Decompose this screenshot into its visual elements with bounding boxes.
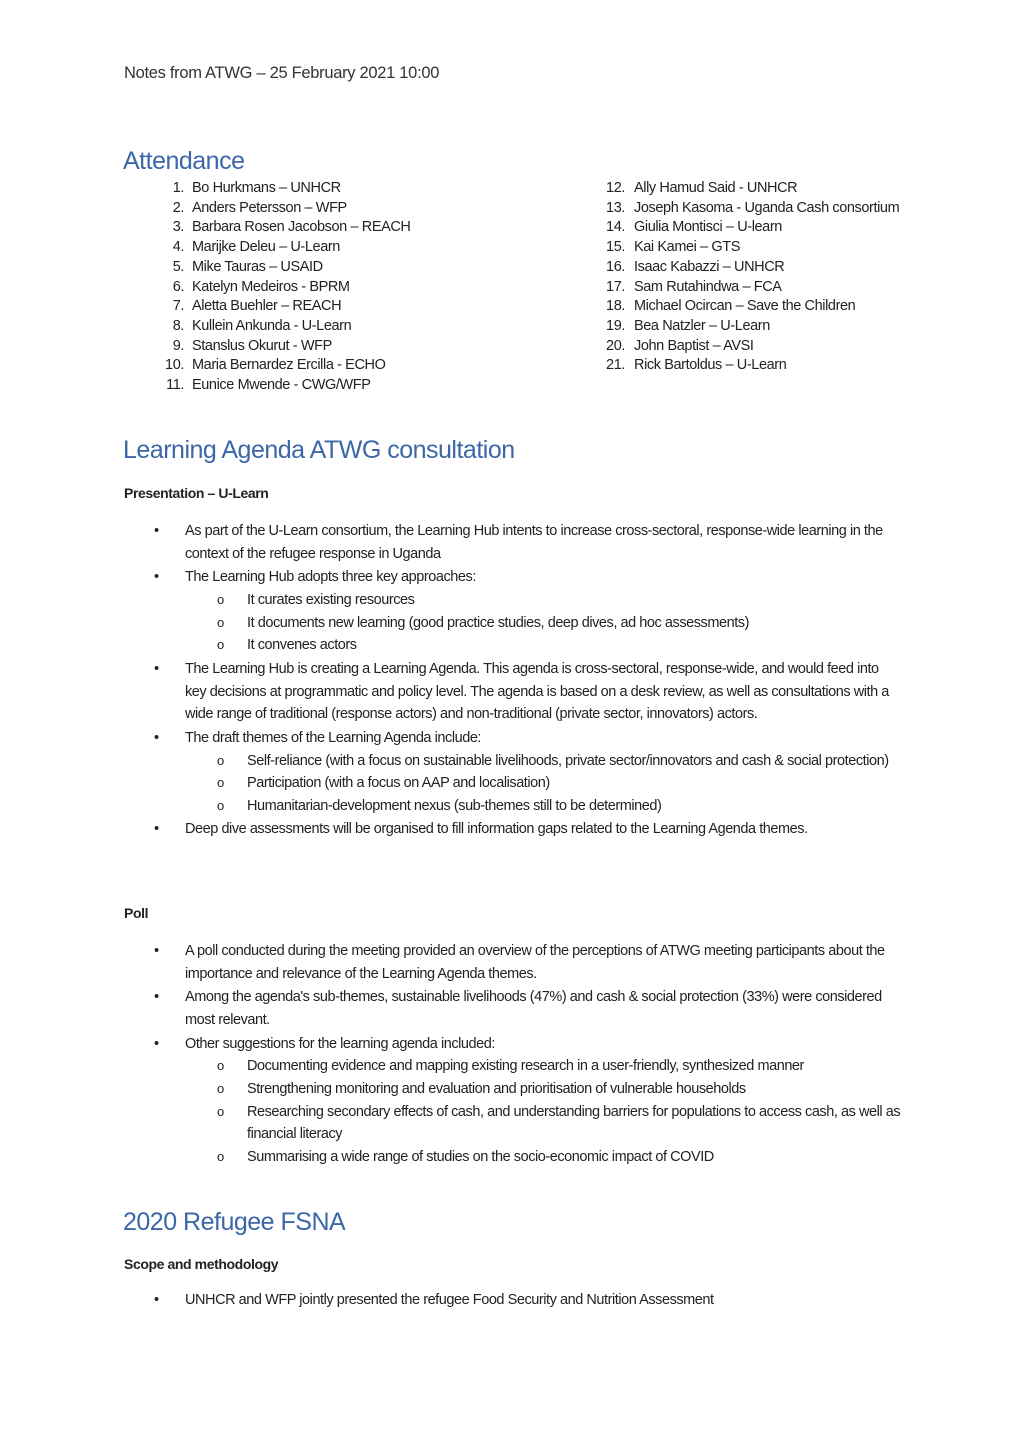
sub-bullet-list [185, 750, 902, 818]
attendee-number: 12. [606, 180, 625, 196]
bullet-text: UNHCR and WFP jointly presented the refugee Food Security and Nutrition Assessment [185, 1292, 714, 1308]
attendee-name: Bo Hurkmans – UNHCR [192, 180, 341, 196]
attendee-number: 16. [606, 258, 625, 275]
attendee-number: 1. [172, 180, 184, 196]
sub-bullet-circle-icon: o [217, 1058, 224, 1074]
attendee-number: 4. [172, 239, 184, 256]
attendee-item [160, 278, 490, 298]
bullet-text: As part of the U-Learn consortium, the Learning Hub intents to increase cross-sectoral, response-wide learning in the context of the refugee response in Uganda [185, 523, 883, 562]
attendee-number: 2. [172, 199, 184, 216]
presentation-bullet-list [150, 520, 902, 842]
attendee-name: Isaac Kabazzi – UNHCR [634, 258, 785, 275]
attendee-name: Kai Kamei – GTS [634, 239, 741, 256]
attendee-item [160, 337, 490, 357]
bullet-item [150, 818, 902, 841]
bullet-text: A poll conducted during the meeting provided an overview of the perceptions of ATWG meeting participants about the importance and relevance of the Learning Agenda themes. [185, 943, 885, 982]
attendance-list-right [579, 179, 909, 376]
sub-bullet-circle-icon: o [217, 1103, 224, 1119]
sub-bullet-list [185, 1055, 902, 1168]
attendee-number: 20. [606, 337, 625, 354]
scope-subheading: Scope and methodology [124, 1256, 279, 1272]
sub-bullet-item [185, 772, 902, 795]
bullet-text: The Learning Hub is creating a Learning Agenda. This agenda is cross-sectoral, response-wide, and would feed into key decisions at programmatic and policy level. The agenda is based on a desk review, as well as consultations with a wide range of traditional (response actors) and non-traditional (private sector, innovators) actors. [185, 660, 889, 723]
attendee-number: 15. [606, 239, 625, 256]
sub-bullet-item [185, 612, 902, 635]
sub-bullet-text: Summarising a wide range of studies on the socio-economic impact of COVID [247, 1148, 714, 1165]
sub-bullet-text: Humanitarian-development nexus (sub-themes still to be determined) [247, 797, 662, 814]
attendee-name: Bea Natzler – U-Learn [634, 317, 770, 334]
bullet-item [150, 940, 902, 985]
attendee-number: 5. [172, 258, 184, 275]
bullet-dot-icon: • [154, 523, 159, 539]
sub-bullet-item [185, 1146, 902, 1169]
attendee-name: Katelyn Medeiros - BPRM [192, 278, 350, 295]
poll-subheading: Poll [124, 905, 149, 921]
sub-bullet-item [185, 750, 902, 773]
bullet-item [150, 658, 902, 726]
bullet-dot-icon: • [154, 569, 159, 586]
header-note: Notes from ATWG – 25 February 2021 10:00 [124, 64, 440, 82]
attendee-number: 19. [606, 317, 625, 334]
attendee-number: 6. [172, 278, 184, 295]
attendee-number: 7. [172, 298, 184, 315]
sub-bullet-list [185, 589, 902, 657]
attendee-name: Anders Petersson – WFP [192, 199, 347, 216]
bullet-item [150, 986, 902, 1031]
attendee-number: 3. [172, 219, 184, 236]
attendee-item [160, 356, 490, 376]
sub-bullet-item [185, 1078, 902, 1101]
sub-bullet-circle-icon: o [217, 797, 224, 813]
sub-bullet-item [185, 1101, 902, 1146]
attendee-item [160, 218, 490, 238]
bullet-text: The Learning Hub adopts three key approaches: [185, 569, 476, 586]
attendee-item [579, 218, 909, 238]
sub-bullet-circle-icon: o [217, 775, 224, 791]
bullet-text: Among the agenda's sub-themes, sustainable livelihoods (47%) and cash & social protection (33%) were considered most relevant. [185, 989, 882, 1028]
sub-bullet-item [185, 795, 902, 818]
attendee-number: 14. [606, 219, 625, 236]
attendee-number: 9. [172, 337, 184, 354]
attendee-item [160, 238, 490, 258]
sub-bullet-text: Self-reliance (with a focus on sustainable livelihoods, private sector/innovators and cash & social protection) [247, 752, 889, 769]
attendee-item [160, 258, 490, 278]
sub-bullet-circle-icon: o [217, 637, 224, 653]
presentation-subheading: Presentation – U-Learn [124, 485, 269, 501]
attendee-name: Mike Tauras – USAID [192, 258, 323, 275]
attendee-number: 8. [172, 317, 184, 334]
attendee-item [579, 337, 909, 357]
attendee-item [160, 199, 490, 219]
attendee-name: Giulia Montisci – U-learn [634, 219, 782, 236]
attendee-item [579, 179, 909, 199]
attendee-name: Marijke Deleu – U-Learn [192, 239, 340, 256]
attendee-item [579, 238, 909, 258]
sub-bullet-item [185, 589, 902, 612]
attendee-item [579, 356, 909, 376]
attendee-item [579, 297, 909, 317]
attendee-name: Eunice Mwende - CWG/WFP [192, 377, 371, 394]
fsna-bullet-list [150, 1289, 902, 1313]
attendance-list-left [160, 179, 490, 396]
attendee-name: Ally Hamud Said - UNHCR [634, 180, 798, 196]
attendee-name: Joseph Kasoma - Uganda Cash consortium [634, 199, 900, 216]
attendee-item [160, 179, 490, 199]
bullet-text: The draft themes of the Learning Agenda include: [185, 729, 482, 746]
attendee-item [579, 199, 909, 219]
attendee-name: Michael Ocircan – Save the Children [634, 298, 856, 315]
attendee-item [160, 297, 490, 317]
bullet-item [150, 727, 902, 817]
bullet-dot-icon: • [154, 943, 159, 959]
bullet-text: Deep dive assessments will be organised to fill information gaps related to the Learning Agenda themes. [185, 821, 808, 838]
attendee-number: 21. [606, 357, 625, 374]
sub-bullet-item [185, 1055, 902, 1078]
sub-bullet-text: It documents new learning (good practice studies, deep dives, ad hoc assessments) [247, 614, 749, 631]
bullet-dot-icon: • [154, 1292, 159, 1308]
poll-bullet-list [150, 940, 902, 1170]
attendee-item [579, 258, 909, 278]
sub-bullet-circle-icon: o [217, 1080, 224, 1096]
attendee-name: Rick Bartoldus – U-Learn [634, 357, 787, 374]
bullet-item [150, 520, 902, 565]
attendee-number: 13. [606, 199, 625, 216]
attendee-number: 10. [165, 357, 184, 374]
attendee-item [160, 317, 490, 337]
sub-bullet-text: Strengthening monitoring and evaluation and prioritisation of vulnerable households [247, 1080, 746, 1097]
attendee-name: Sam Rutahindwa – FCA [634, 278, 782, 295]
bullet-dot-icon: • [154, 989, 159, 1006]
bullet-dot-icon: • [154, 660, 159, 677]
sub-bullet-circle-icon: o [217, 1148, 224, 1164]
attendee-name: Aletta Buehler – REACH [192, 298, 342, 315]
bullet-dot-icon: • [154, 729, 159, 746]
bullet-dot-icon: • [154, 1035, 159, 1052]
bullet-dot-icon: • [154, 821, 159, 838]
bullet-item [150, 1289, 902, 1312]
attendee-number: 11. [166, 377, 184, 394]
sub-bullet-text: It convenes actors [247, 637, 357, 654]
attendee-name: Maria Bernardez Ercilla - ECHO [192, 357, 386, 374]
bullet-text: Other suggestions for the learning agenda included: [185, 1035, 495, 1052]
fsna-heading: 2020 Refugee FSNA [123, 1208, 346, 1236]
attendee-item [579, 278, 909, 298]
attendee-item [160, 376, 490, 396]
sub-bullet-item [185, 634, 902, 657]
sub-bullet-text: It curates existing resources [247, 591, 415, 608]
sub-bullet-circle-icon: o [217, 614, 224, 630]
attendee-name: John Baptist – AVSI [634, 337, 754, 354]
sub-bullet-text: Documenting evidence and mapping existing research in a user-friendly, synthesized manner [247, 1058, 804, 1075]
attendee-number: 18. [606, 298, 625, 315]
attendee-number: 17. [606, 278, 625, 295]
sub-bullet-circle-icon: o [217, 591, 224, 607]
attendee-name: Barbara Rosen Jacobson – REACH [192, 219, 411, 236]
sub-bullet-text: Researching secondary effects of cash, and understanding barriers for populations to access cash, as well as financial literacy [247, 1103, 901, 1143]
sub-bullet-text: Participation (with a focus on AAP and localisation) [247, 775, 550, 792]
attendance-heading: Attendance [123, 147, 245, 175]
bullet-item [150, 566, 902, 656]
bullet-item [150, 1033, 902, 1169]
attendee-item [579, 317, 909, 337]
attendee-name: Stanslus Okurut - WFP [192, 337, 332, 354]
learning-agenda-heading: Learning Agenda ATWG consultation [123, 436, 515, 464]
attendee-name: Kullein Ankunda - U-Learn [192, 317, 352, 334]
sub-bullet-circle-icon: o [217, 752, 224, 768]
